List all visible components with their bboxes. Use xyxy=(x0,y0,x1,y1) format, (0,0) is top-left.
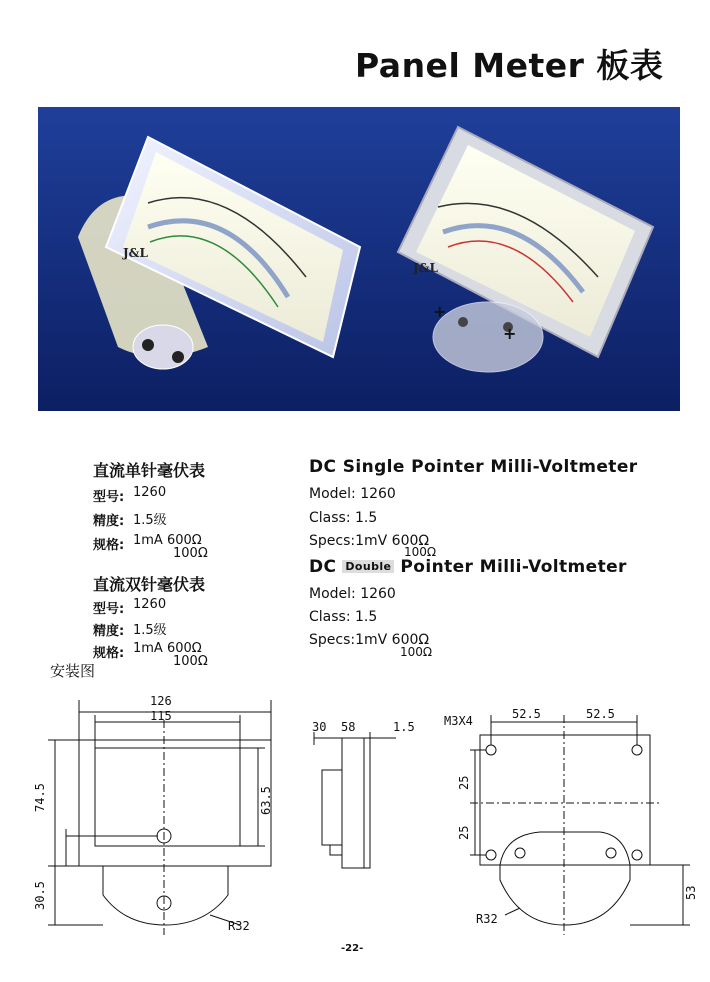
install-diagram-label: 安装图 xyxy=(50,662,96,680)
dim-74-5: 74.5 xyxy=(33,783,47,812)
en-double-model: Model: 1260 xyxy=(309,586,396,602)
dim-52-5-left: 52.5 xyxy=(512,707,541,721)
cn-single-spec-value2: 100Ω xyxy=(173,546,208,561)
en-single-model: Model: 1260 xyxy=(309,486,396,502)
svg-text:+: + xyxy=(433,302,447,321)
dim-115: 115 xyxy=(150,709,172,723)
cn-double-spec-value2: 100Ω xyxy=(173,654,208,669)
en-double-heading-rest: Pointer Milli-Voltmeter xyxy=(400,557,627,577)
dim-30: 30 xyxy=(312,720,327,734)
cn-single-class-label: 精度: xyxy=(93,514,125,529)
svg-text:J&L: J&L xyxy=(413,261,438,275)
dim-m3x4: M3X4 xyxy=(444,714,473,728)
front-view xyxy=(48,700,271,935)
dim-126: 126 xyxy=(150,694,172,708)
en-single-specs2: 100Ω xyxy=(404,545,437,559)
cn-single-model-value: 1260 xyxy=(133,485,167,500)
cn-double-heading: 直流双针毫伏表 xyxy=(93,575,206,594)
cn-single-class-value: 1.5级 xyxy=(133,513,167,528)
dim-53: 53 xyxy=(684,885,698,900)
en-double-specs2: 100Ω xyxy=(400,645,433,659)
page-title: Panel Meter 板表 xyxy=(355,46,664,85)
cn-double-model-value: 1260 xyxy=(133,597,167,612)
dim-30-5: 30.5 xyxy=(33,881,47,910)
svg-text:J&L: J&L xyxy=(123,246,148,260)
cn-single-heading: 直流单针毫伏表 xyxy=(93,461,206,480)
side-view xyxy=(314,732,396,868)
en-single-class: Class: 1.5 xyxy=(309,510,378,526)
dim-1-5: 1.5 xyxy=(393,720,415,734)
en-double-class: Class: 1.5 xyxy=(309,609,378,625)
en-single-specs: Specs:1mV 600Ω xyxy=(309,533,430,549)
cn-double-class-label: 精度: xyxy=(93,624,125,639)
dim-r32-rear: R32 xyxy=(476,912,498,926)
cn-single-spec-value: 1mA 600Ω xyxy=(133,533,202,548)
cn-double-class-value: 1.5级 xyxy=(133,623,167,638)
dim-25-top: 25 xyxy=(457,775,471,790)
cn-single-spec-label: 规格: xyxy=(93,538,125,553)
en-double-specs: Specs:1mV 600Ω xyxy=(309,632,430,648)
dim-52-5-right: 52.5 xyxy=(586,707,615,721)
cn-single-model-label: 型号: xyxy=(93,490,125,505)
dim-25-bottom: 25 xyxy=(457,825,471,840)
cn-double-spec-label: 规格: xyxy=(93,646,125,661)
en-single-heading: DC Single Pointer Milli-Voltmeter xyxy=(309,457,638,477)
dim-r32-front: R32 xyxy=(228,919,250,933)
rear-view xyxy=(470,715,690,935)
en-double-heading-dc: DC xyxy=(309,557,337,577)
svg-text:+: + xyxy=(503,324,517,343)
dim-63-5: 63.5 xyxy=(259,786,273,815)
dim-58: 58 xyxy=(341,720,356,734)
cn-double-model-label: 型号: xyxy=(93,602,125,617)
en-double-heading-double: Double xyxy=(342,560,394,573)
page-number: -22- xyxy=(341,943,364,954)
cn-double-spec-value: 1mA 600Ω xyxy=(133,641,202,656)
